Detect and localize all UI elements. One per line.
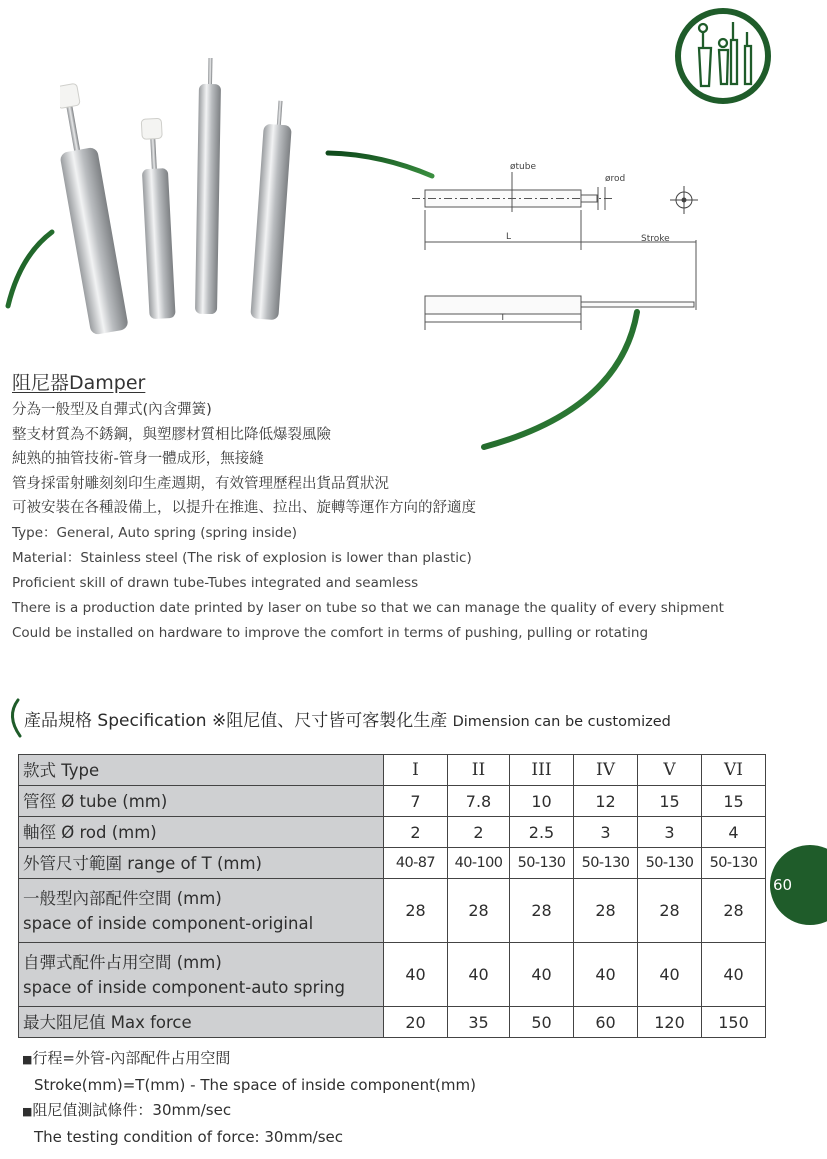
cell: 40 [638,943,702,1007]
cell: 28 [638,879,702,943]
cell: II [448,755,510,786]
cell: 2.5 [510,817,574,848]
table-row [19,817,766,848]
cell: 150 [702,1007,766,1038]
drawing-rod-label: ørod [605,174,626,184]
cell: 60 [574,1007,638,1038]
desc-zh-line: 可被安裝在各種設備上，以提升在推進、拉出、旋轉等運作方向的舒適度 [12,500,476,516]
table-row [19,943,766,1007]
table-row [19,1007,766,1038]
row-label [19,943,384,1007]
table-row [19,755,766,786]
cell: 50-130 [510,848,574,879]
cell: 50-130 [574,848,638,879]
note-1-en: Stroke(mm)=T(mm) - The space of inside component(mm) [34,1075,476,1094]
cell: 40-87 [384,848,448,879]
row-label-zh: 自彈式配件占用空間 (mm) [23,952,222,972]
note-2-en: The testing condition of force: 30mm/sec [34,1127,344,1146]
row-label [19,879,384,943]
row-label-zh: 一般型內部配件空間 (mm) [23,888,222,908]
cell: 15 [638,786,702,817]
row-label: 款式 Type [19,755,384,786]
cell: 28 [574,879,638,943]
cell: III [510,755,574,786]
cell: 10 [510,786,574,817]
cell: 40-100 [448,848,510,879]
crosshair-icon [670,186,698,214]
bullet-icon: ■ [22,1105,33,1118]
table-row [19,879,766,943]
cell: 40 [702,943,766,1007]
cell: 3 [638,817,702,848]
row-label-en: space of inside component-original [23,913,314,933]
cell: VI [702,755,766,786]
cell: 40 [448,943,510,1007]
drawing-stroke-label: Stroke [641,234,670,244]
page-number: 60 [773,876,793,894]
desc-en-line: There is a production date printed by laser on tube so that we can manage the quality of every shipment [12,600,724,617]
heading-arc [12,700,20,736]
description-block [12,398,724,647]
cell: 28 [510,879,574,943]
drawing-t-label: T [500,313,506,323]
note-1-zh: 行程=外管-內部配件占用空間 [32,1049,231,1067]
cell: 20 [384,1007,448,1038]
row-label-en: space of inside component-auto spring [23,977,345,997]
cell: 50-130 [702,848,766,879]
spec-heading [24,706,671,731]
cell: 40 [510,943,574,1007]
cell: 40 [384,943,448,1007]
row-label: 軸徑 Ø rod (mm) [19,817,384,848]
technical-drawing [400,150,720,340]
cell: 4 [702,817,766,848]
cell: I [384,755,448,786]
desc-zh-line: 管身採雷射雕刻刻印生產週期，有效管理歷程出貨品質狀況 [12,475,389,492]
note-2-zh: 阻尼值測試條件：30mm/sec [32,1101,232,1119]
bullet-icon: ■ [22,1053,33,1066]
desc-zh-line: 純熟的抽管技術-管身一體成形，無接縫 [12,451,264,467]
note-1 [22,1046,476,1073]
cell: 2 [384,817,448,848]
row-label: 外管尺寸範圍 range of T (mm) [19,848,384,879]
row-label: 最大阻尼值 Max force [19,1007,384,1038]
cell: 50 [510,1007,574,1038]
cell: 15 [702,786,766,817]
cell: 50-130 [638,848,702,879]
cell: V [638,755,702,786]
spec-table [18,754,766,1038]
table-row [19,848,766,879]
cell: 3 [574,817,638,848]
desc-en-line: Could be installed on hardware to improve the comfort in terms of pushing, pulling or rotating [12,625,649,642]
desc-en-line: Proficient skill of drawn tube-Tubes integrated and seamless [12,574,419,591]
cell: 12 [574,786,638,817]
cell: 120 [638,1007,702,1038]
product-photo-dampers [60,48,300,338]
cell: 28 [448,879,510,943]
product-title: 阻尼器Damper [12,372,146,394]
notes-block [22,1046,476,1150]
left-arc [8,232,52,306]
row-label: 管徑 Ø tube (mm) [19,786,384,817]
spec-heading-en: Dimension can be customized [452,714,671,730]
table-row [19,786,766,817]
cell: 35 [448,1007,510,1038]
desc-zh-line: 整支材質為不銹鋼，與塑膠材質相比降低爆裂風險 [12,426,331,443]
cell: IV [574,755,638,786]
cell: 28 [702,879,766,943]
cell: 28 [384,879,448,943]
cell: 40 [574,943,638,1007]
dampers-logo-icon [673,6,773,106]
desc-en-line: Type：General, Auto spring (spring inside) [12,524,298,541]
cell: 2 [448,817,510,848]
drawing-length-label: L [506,232,512,242]
cell: 7.8 [448,786,510,817]
note-2 [22,1098,476,1125]
spec-heading-zh: 產品規格 Specification ※阻尼值、尺寸皆可客製化生產 [24,711,448,731]
desc-zh-line: 分為一般型及自彈式(內含彈簧) [12,402,212,418]
cell: 7 [384,786,448,817]
drawing-tube-label: øtube [510,162,536,172]
desc-en-line: Material：Stainless steel (The risk of explosion is lower than plastic) [12,549,472,566]
